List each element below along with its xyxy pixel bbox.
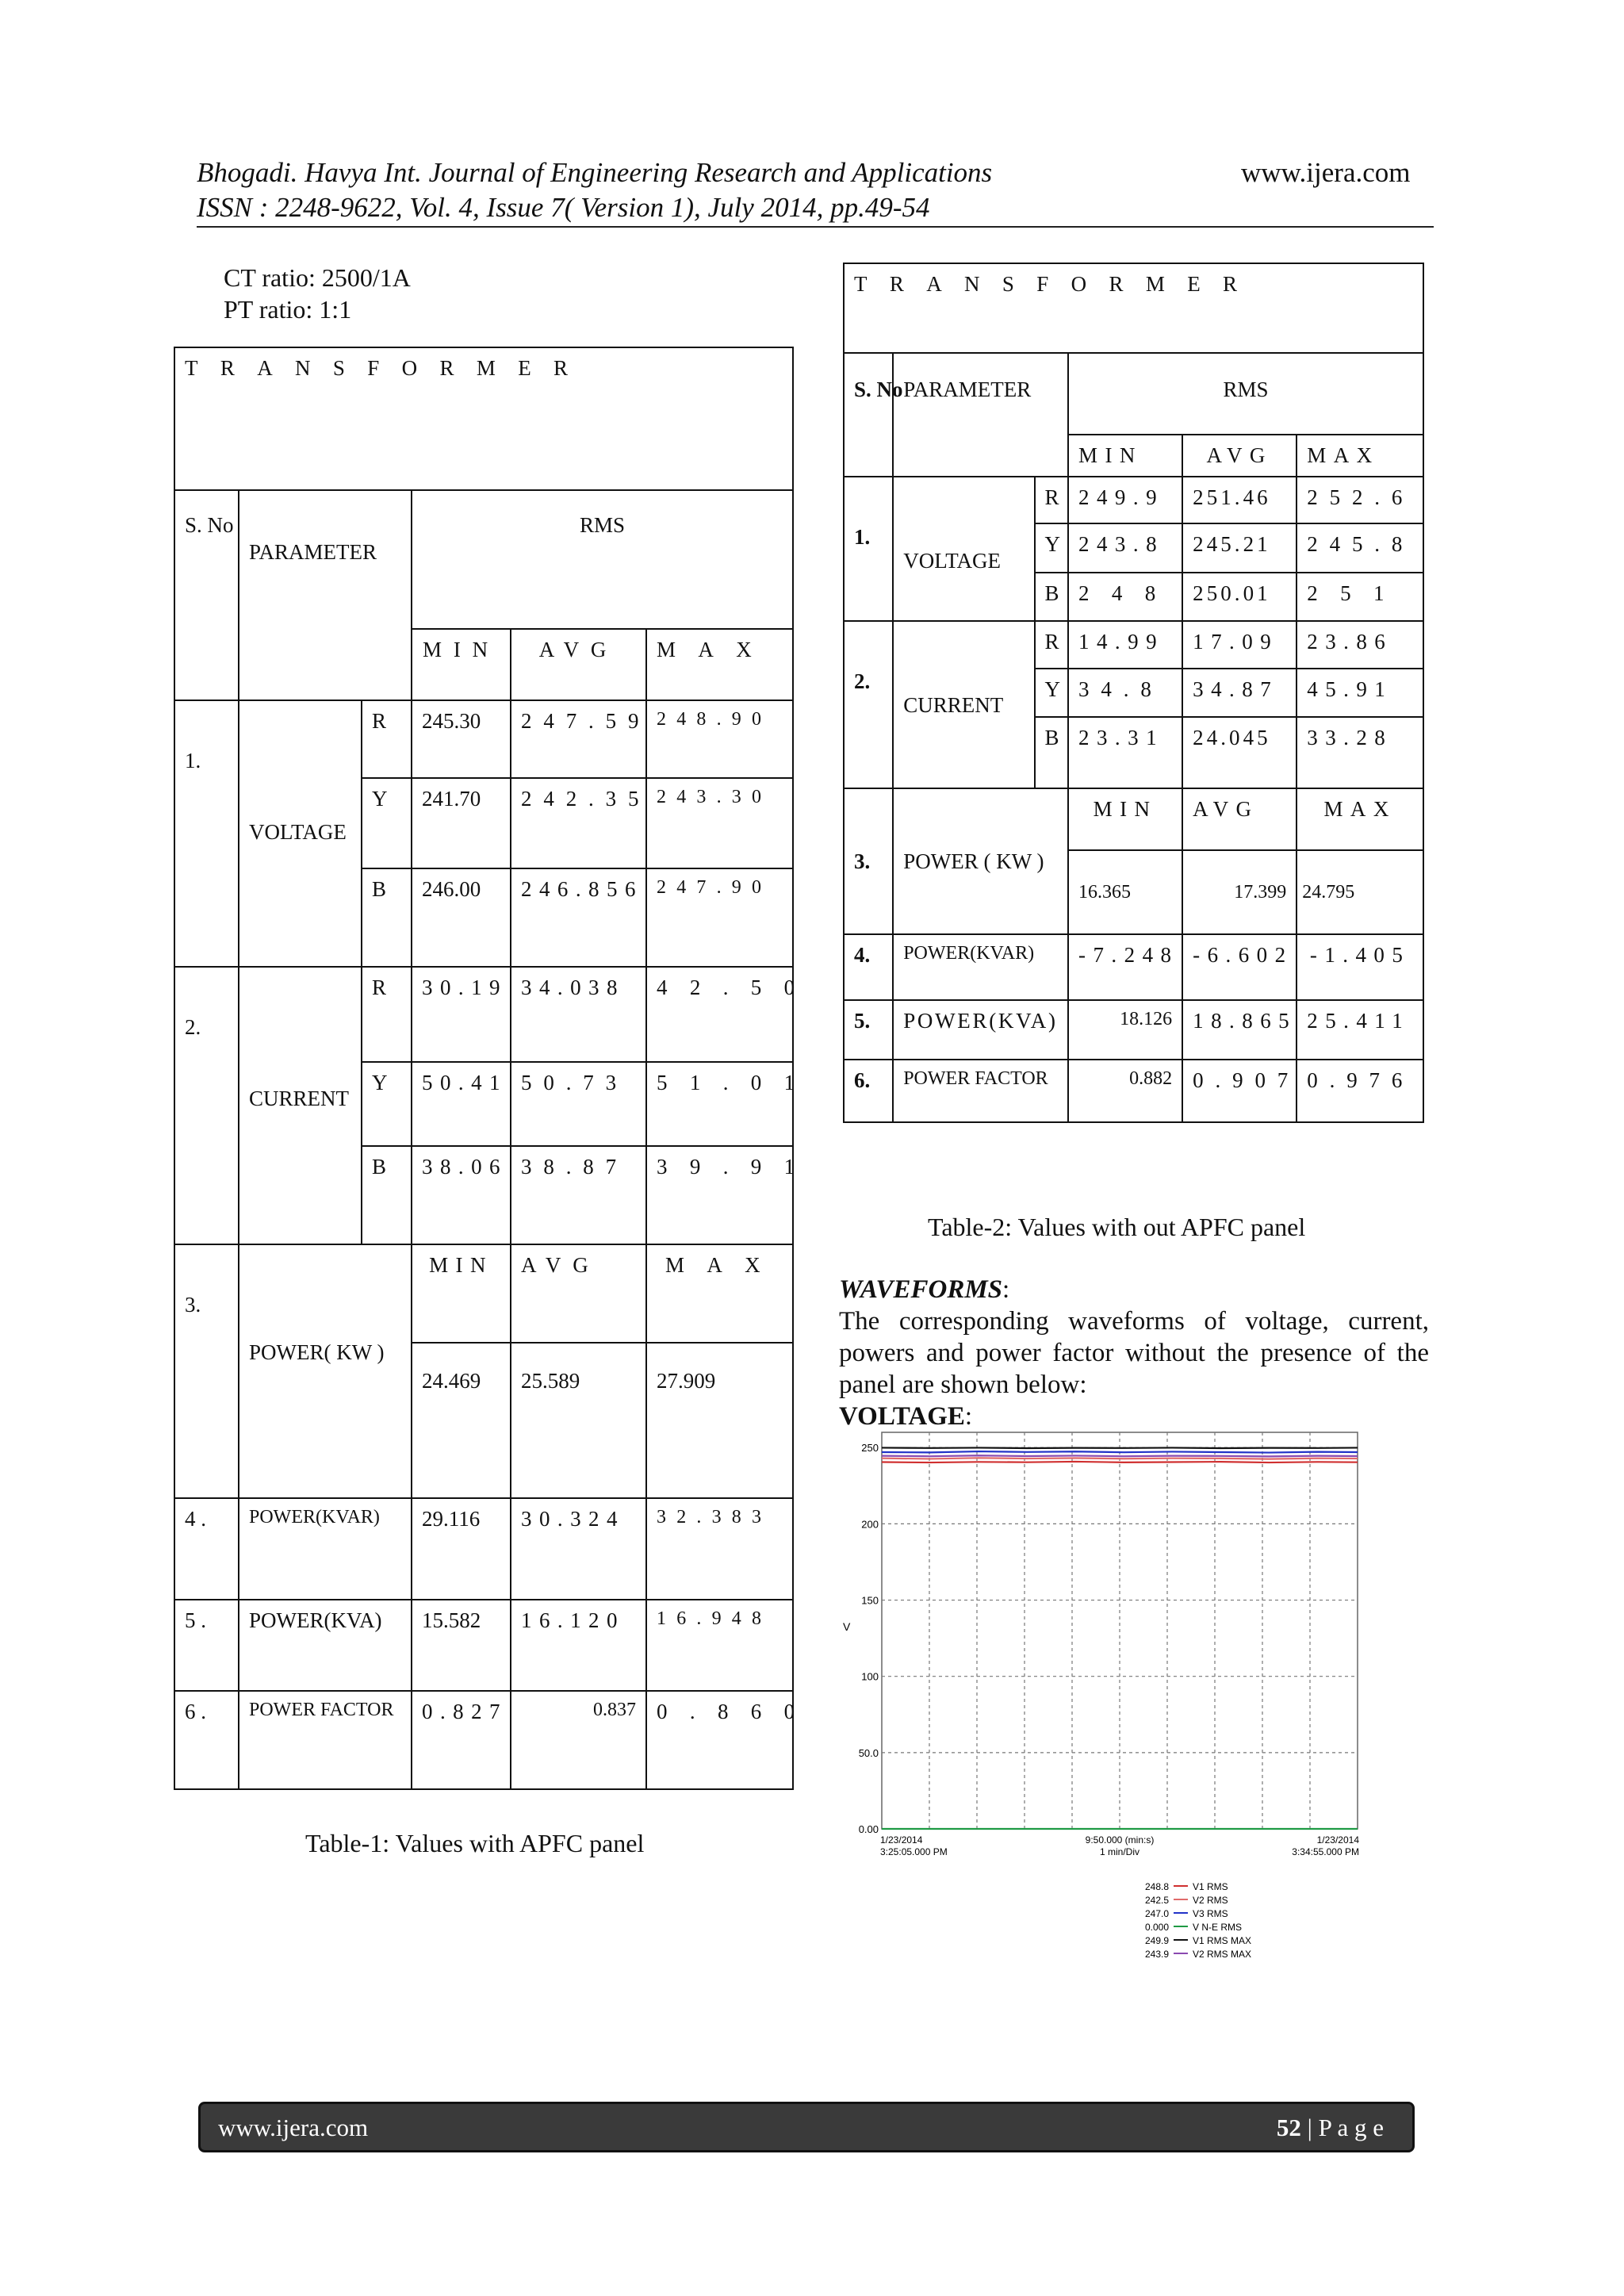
table1-pf-min: 0.827 [412, 1691, 511, 1789]
table1-pf-label: POWER FACTOR [239, 1691, 412, 1789]
table1-power-kvar-max: 32.383 [646, 1498, 793, 1600]
voltage-heading: VOLTAGE [839, 1402, 965, 1431]
table1-voltage-b-phase: B [362, 868, 412, 967]
waveforms-heading: WAVEFORMS [839, 1275, 1003, 1304]
table1-power-kvar-sno: 4 . [174, 1498, 239, 1600]
footer-page-number: 52 [1276, 2114, 1301, 2141]
table1-power-kw-max-header: MAX [646, 1244, 793, 1343]
table2-power-kvar-avg: -6.602 [1182, 934, 1297, 1000]
table1-title: TRANSFORMER [174, 347, 793, 490]
table2-power-kvar-label: POWER(KVAR) [893, 934, 1068, 1000]
table1-power-kw-label: POWER( KW ) [239, 1244, 412, 1498]
table1-current-y-phase: Y [362, 1062, 412, 1146]
table2-pf-min: 0.882 [1068, 1060, 1182, 1122]
table1-voltage-b-min: 246.00 [412, 868, 511, 967]
table2-min-header: MIN [1068, 435, 1182, 477]
table2-voltage-y-max: 245.8 [1297, 523, 1423, 573]
table2-power-kw-min-header: MIN [1068, 788, 1182, 850]
table1-current-y-min: 50.41 [412, 1062, 511, 1146]
table1-power-kw-min-header: MIN [412, 1244, 511, 1343]
table2-power-kva-sno: 5. [844, 1000, 893, 1060]
chart-legend-value: 243.9 [1144, 1949, 1169, 1960]
chart-legend-value: 0.000 [1144, 1922, 1169, 1933]
footer-website: www.ijera.com [218, 2114, 369, 2141]
chart-legend-value: 242.5 [1144, 1895, 1169, 1906]
table2-pf-avg: 0.907 [1182, 1060, 1297, 1122]
table2-power-kva-max: 25.411 [1297, 1000, 1423, 1060]
table1-power-kvar-min: 29.116 [412, 1498, 511, 1600]
table2-current-y-phase: Y [1035, 669, 1069, 717]
chart-series-line [882, 1451, 1358, 1453]
table1-voltage-sno: 1. [174, 700, 239, 967]
table2-avg-header: AVG [1182, 435, 1297, 477]
chart-legend-value: 247.0 [1144, 1908, 1169, 1919]
table2-current-b-min: 23.31 [1068, 717, 1182, 788]
table2-voltage-b-avg: 250.01 [1182, 573, 1297, 621]
table1-power-kvar-avg: 30.324 [511, 1498, 646, 1600]
table1-current-r-phase: R [362, 967, 412, 1062]
table1-sno-header: S. No [174, 490, 239, 700]
table2-power-kw-sno: 3. [844, 788, 893, 934]
table2-current-sno: 2. [844, 621, 893, 788]
table2-pf-label: POWER FACTOR [893, 1060, 1068, 1122]
chart-y-axis-label: V [843, 1620, 851, 1633]
table2-current-y-min: 34.8 [1068, 669, 1182, 717]
table-2 [843, 263, 1424, 1123]
table2-title: TRANSFORMER [844, 263, 1423, 353]
table2-current-b-max: 33.28 [1297, 717, 1423, 788]
chart-y-tick-label: 150 [861, 1594, 879, 1607]
table2-power-kw-avg-header: AVG [1182, 788, 1297, 850]
table1-power-kva-min: 15.582 [412, 1600, 511, 1691]
table1-power-kw-avg: 25.589 [511, 1343, 646, 1498]
table2-current-label: CURRENT [893, 621, 1034, 788]
table2-power-kvar-max: -1.405 [1297, 934, 1423, 1000]
chart-y-tick-label: 200 [861, 1518, 879, 1531]
footer-page [1277, 2114, 1384, 2142]
table1-power-kva-avg: 16.120 [511, 1600, 646, 1691]
table1-pf-avg: 0.837 [511, 1691, 646, 1789]
table2-voltage-b-min: 248 [1068, 573, 1182, 621]
table2-voltage-y-avg: 245.21 [1182, 523, 1297, 573]
ct-ratio: CT ratio: 2500/1A [224, 263, 411, 292]
table2-max-header: MAX [1297, 435, 1423, 477]
table2-power-kw-max-header: MAX [1297, 788, 1423, 850]
table1-voltage-r-phase: R [362, 700, 412, 778]
waveforms-section [839, 1274, 1429, 1432]
table1-voltage-b-avg: 246.856 [511, 868, 646, 967]
table1-voltage-r-min: 245.30 [412, 700, 511, 778]
pt-ratio: PT ratio: 1:1 [224, 295, 352, 324]
table2-current-b-phase: B [1035, 717, 1069, 788]
table2-voltage-y-min: 243.8 [1068, 523, 1182, 573]
table2-power-kw-max: 24.795 [1297, 850, 1423, 934]
table2-pf-max: 0.976 [1297, 1060, 1423, 1122]
table1-current-y-max: 51.01 [646, 1062, 793, 1146]
chart-x-tick-left: 3:25:05.000 PM [880, 1846, 948, 1857]
waveforms-heading-line [839, 1274, 1429, 1305]
chart-series-line [882, 1455, 1358, 1456]
table1-current-r-min: 30.19 [412, 967, 511, 1062]
table2-current-r-min: 14.99 [1068, 621, 1182, 669]
table2-current-r-max: 23.86 [1297, 621, 1423, 669]
chart-x-tick-center: 9:50.000 (min:s) [1085, 1834, 1155, 1846]
voltage-waveform-chart [837, 1428, 1376, 1983]
table2-power-kva-label: POWER(KVA) [893, 1000, 1068, 1060]
header-rule [197, 226, 1434, 228]
table2-voltage-r-phase: R [1035, 477, 1069, 523]
voltage-heading-colon: : [964, 1402, 973, 1431]
table1-power-kw-sno: 3. [174, 1244, 239, 1498]
table1-power-kva-label: POWER(KVA) [239, 1600, 412, 1691]
table2-power-kw-avg: 17.399 [1182, 850, 1297, 934]
table2-voltage-y-phase: Y [1035, 523, 1069, 573]
chart-y-tick-label: 50.0 [858, 1746, 879, 1759]
table1-power-kw-avg-header: AVG [511, 1244, 646, 1343]
chart-series-line [882, 1447, 1358, 1448]
table1-max-header: MAX [646, 629, 793, 700]
chart-y-tick-label: 0.00 [858, 1823, 879, 1835]
table-1 [174, 347, 818, 1790]
table2-current-y-max: 45.91 [1297, 669, 1423, 717]
table2-voltage-r-avg: 251.46 [1182, 477, 1297, 523]
table1-power-kva-max: 16.948 [646, 1600, 793, 1691]
table2-caption: Table-2: Values with out APFC panel [928, 1213, 1306, 1241]
table2-current-b-avg: 24.045 [1182, 717, 1297, 788]
chart-legend-label: V N-E RMS [1193, 1922, 1243, 1933]
table2-power-kvar-sno: 4. [844, 934, 893, 1000]
table1-current-label: CURRENT [239, 967, 362, 1244]
table1-voltage-r-max: 248.90 [646, 700, 793, 778]
table1-power-kw-min: 24.469 [412, 1343, 511, 1498]
chart-legend-label: V2 RMS MAX [1193, 1949, 1252, 1960]
table2-rms-header: RMS [1068, 353, 1423, 435]
table1-pf-sno: 6 . [174, 1691, 239, 1789]
table1-current-r-max: 42.50 [646, 967, 793, 1062]
table2-current-r-avg: 17.09 [1182, 621, 1297, 669]
table2-power-kw-label: POWER ( KW ) [893, 788, 1068, 934]
table1-voltage-y-max: 243.30 [646, 778, 793, 868]
table1-min-header: MIN [412, 629, 511, 700]
chart-y-tick-label: 250 [861, 1442, 879, 1455]
table2-voltage-sno: 1. [844, 477, 893, 621]
table1-avg-header: AVG [511, 629, 646, 700]
table1-voltage-r-avg: 247.59 [511, 700, 646, 778]
chart-legend-label: V3 RMS [1193, 1908, 1228, 1919]
chart-legend-label: V1 RMS [1193, 1881, 1228, 1892]
table1-parameter-header: PARAMETER [239, 490, 412, 700]
table2-voltage-b-phase: B [1035, 573, 1069, 621]
chart-y-tick-label: 100 [861, 1670, 879, 1683]
table1-rms-header: RMS [412, 490, 793, 629]
table1-power-kvar-label: POWER(KVAR) [239, 1498, 412, 1600]
table2-voltage-r-min: 249.9 [1068, 477, 1182, 523]
table2-power-kva-min: 18.126 [1068, 1000, 1182, 1060]
table1-voltage-label: VOLTAGE [239, 700, 362, 967]
chart-legend-value: 249.9 [1144, 1935, 1169, 1946]
table1-current-b-min: 38.06 [412, 1146, 511, 1244]
table1-voltage-y-phase: Y [362, 778, 412, 868]
table2-current-y-avg: 34.87 [1182, 669, 1297, 717]
waveforms-paragraph: The corresponding waveforms of voltage, current, powers and power factor without the presence of the panel are shown below: [839, 1307, 1429, 1399]
table2-sno-header: S. No [844, 353, 893, 477]
chart-legend-label: V1 RMS MAX [1193, 1935, 1252, 1946]
chart-x-tick-center: 1 min/Div [1099, 1846, 1140, 1857]
table2-voltage-r-max: 252.6 [1297, 477, 1423, 523]
header-issn-line: ISSN : 2248-9622, Vol. 4, Issue 7( Version 1), July 2014, pp.49-54 [197, 192, 930, 223]
chart-x-tick-right: 1/23/2014 [1316, 1834, 1359, 1846]
table2-pf-sno: 6. [844, 1060, 893, 1122]
table2-power-kva-avg: 18.865 [1182, 1000, 1297, 1060]
chart-legend-value: 248.8 [1144, 1881, 1169, 1892]
table1-power-kva-sno: 5 . [174, 1600, 239, 1691]
waveforms-heading-colon: : [1002, 1275, 1010, 1304]
header-journal-line: Bhogadi. Havya Int. Journal of Engineering Research and Applications [197, 157, 993, 188]
footer-page-label: | P a g e [1307, 2114, 1384, 2141]
table2-power-kw-min: 16.365 [1068, 850, 1182, 934]
table2-power-kvar-min: -7.248 [1068, 934, 1182, 1000]
table1-current-b-avg: 38.87 [511, 1146, 646, 1244]
table1-current-y-avg: 50.73 [511, 1062, 646, 1146]
table1-voltage-b-max: 247.90 [646, 868, 793, 967]
table1-current-r-avg: 34.038 [511, 967, 646, 1062]
table1-voltage-y-min: 241.70 [412, 778, 511, 868]
table2-parameter-header: PARAMETER [893, 353, 1068, 477]
table1-current-b-phase: B [362, 1146, 412, 1244]
table1-current-sno: 2. [174, 967, 239, 1244]
table1-power-kw-max: 27.909 [646, 1343, 793, 1498]
table2-voltage-label: VOLTAGE [893, 477, 1034, 621]
table1-current-b-max: 39.91 [646, 1146, 793, 1244]
page-footer [198, 2102, 1415, 2152]
table1-voltage-y-avg: 242.35 [511, 778, 646, 868]
table2-current-r-phase: R [1035, 621, 1069, 669]
chart-x-tick-left: 1/23/2014 [880, 1834, 923, 1846]
chart-x-tick-right: 3:34:55.000 PM [1292, 1846, 1359, 1857]
chart-legend-label: V2 RMS [1193, 1895, 1228, 1906]
table1-caption: Table-1: Values with APFC panel [305, 1829, 645, 1857]
header-website: www.ijera.com [1241, 157, 1411, 188]
table1-pf-max: 0.860 [646, 1691, 793, 1789]
table2-voltage-b-max: 251 [1297, 573, 1423, 621]
